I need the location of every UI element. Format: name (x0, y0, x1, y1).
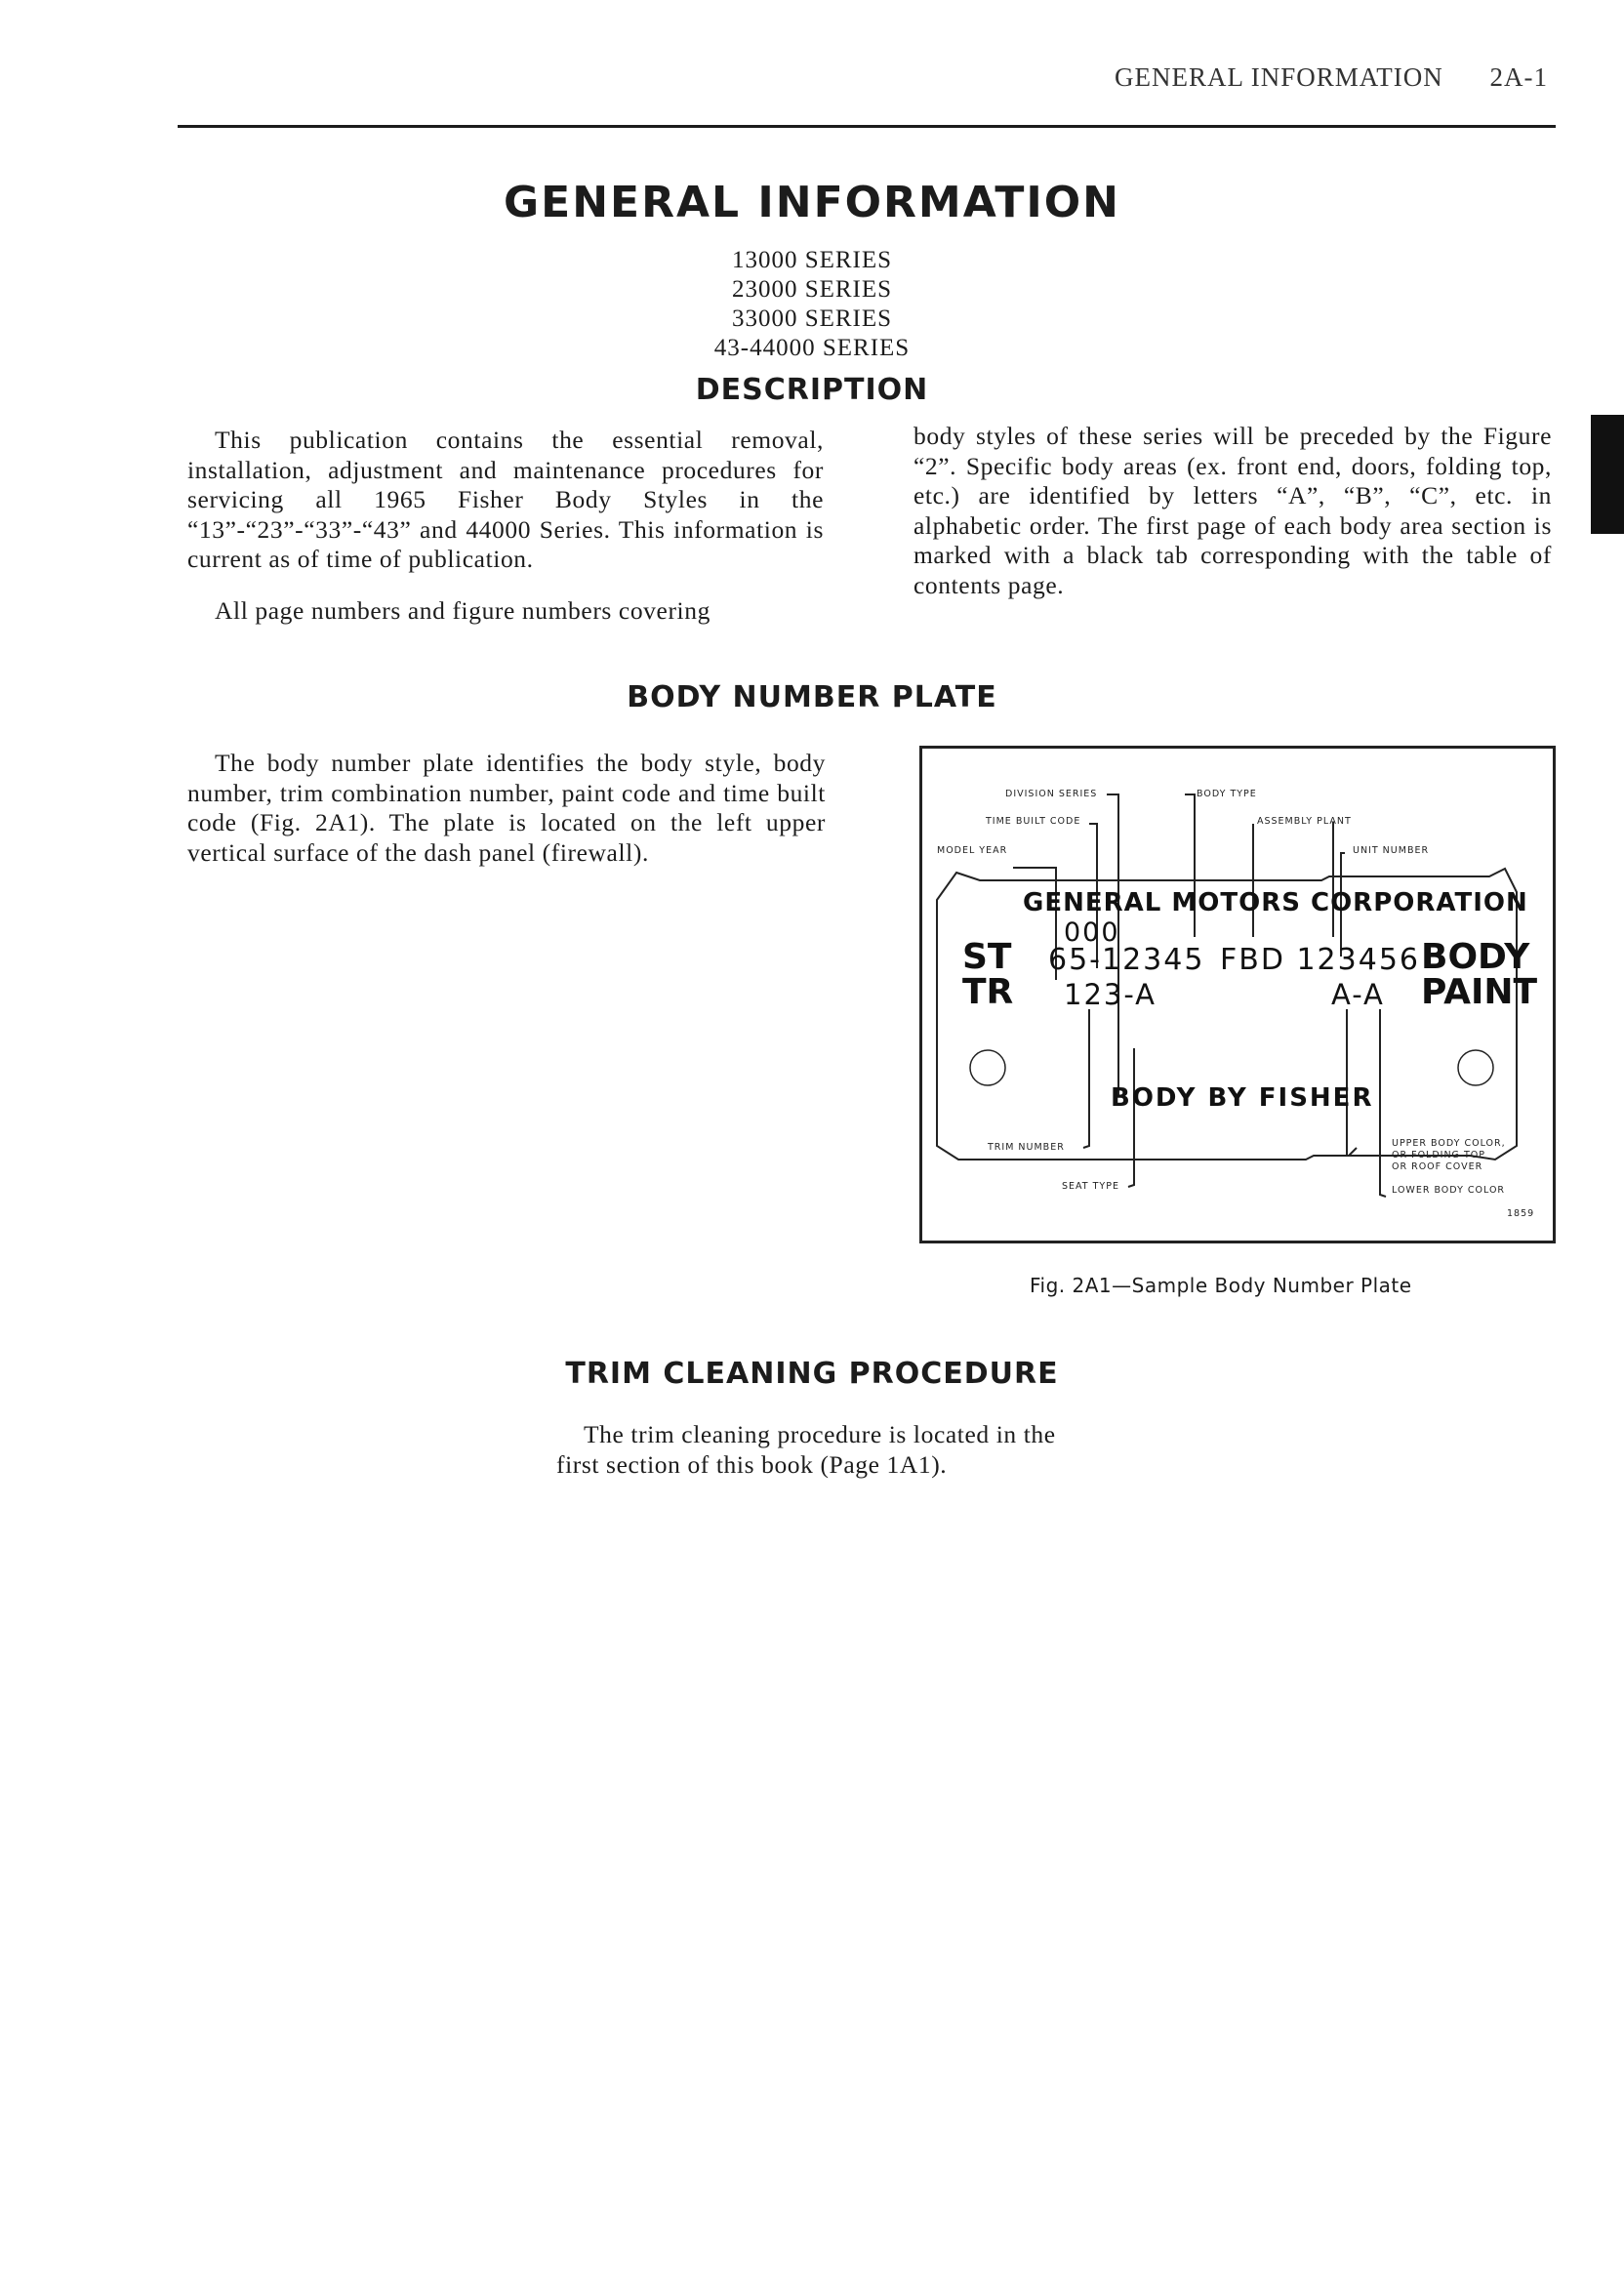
series-item: 43-44000 SERIES (713, 335, 911, 361)
label-upper-body-color-line: UPPER BODY COLOR, (1392, 1138, 1506, 1149)
description-left-column (187, 426, 824, 626)
trim-cleaning-text (556, 1420, 1200, 1480)
label-body-type: BODY TYPE (1197, 789, 1257, 799)
series-item: 13000 SERIES (731, 247, 893, 273)
series-list (0, 246, 1624, 363)
label-seat-type: SEAT TYPE (1062, 1181, 1119, 1192)
label-division-series: DIVISION SERIES (1005, 789, 1098, 799)
label-trim-number: TRIM NUMBER (988, 1142, 1065, 1153)
plate-time-code: 000 (1064, 917, 1120, 948)
plate-plant-unit: FBD 123456 (1220, 943, 1420, 977)
plate-body-label: BODY (1421, 937, 1530, 977)
plate-tr-value: 123-A (1064, 978, 1157, 1011)
plate-tr-label: TR (962, 972, 1014, 1012)
body-number-plate-heading: BODY NUMBER PLATE (627, 680, 997, 714)
plate-paint-label: PAINT (1421, 972, 1538, 1012)
page-number: 2A-1 (1489, 62, 1548, 92)
label-upper-body-color (1392, 1138, 1506, 1173)
label-unit-number: UNIT NUMBER (1353, 845, 1430, 856)
running-header (1115, 62, 1548, 93)
plate-st-label: ST (962, 937, 1012, 977)
body-number-plate-paragraph: The body number plate identifies the body style, body number, trim combination number, paint code and time built code (Fig. 2A1). The plate is located on the left upper vertical surface of the dash panel (firewall). (187, 749, 826, 867)
label-time-built-code: TIME BUILT CODE (986, 816, 1081, 827)
body-number-plate-text (187, 749, 826, 868)
page-title: GENERAL INFORMATION (504, 178, 1120, 227)
header-rule (178, 125, 1556, 128)
series-item: 33000 SERIES (731, 305, 893, 332)
label-assembly-plant: ASSEMBLY PLANT (1257, 816, 1352, 827)
label-lower-body-color: LOWER BODY COLOR (1392, 1185, 1506, 1196)
description-paragraph: This publication contains the essential removal, installation, adjustment and maintenance procedures for servicing all 1965 Fisher Body Styles in the “13”-“23”-“33”-“43” and 44000 Series. This information is current as of time of publication. (187, 426, 824, 573)
trim-cleaning-line: first section of this book (Page 1A1). (556, 1449, 948, 1479)
running-header-section: GENERAL INFORMATION (1115, 62, 1443, 92)
description-paragraph: All page numbers and figure numbers covering (215, 595, 710, 625)
label-upper-body-color-line: OR ROOF COVER (1392, 1161, 1483, 1172)
label-model-year: MODEL YEAR (937, 845, 1008, 856)
plate-st-value: 65-12345 (1048, 943, 1205, 977)
description-paragraph: body styles of these series will be preceded by the Figure “2”. Specific body areas (ex. front end, doors, folding top, etc.) are identified by letters “A”, “B”, “C”, etc. in alphabetic order. The first page of each body area section is marked with a black tab corresponding with the table of contents page. (914, 422, 1552, 599)
plate-footer: BODY BY FISHER (1111, 1083, 1374, 1113)
trim-cleaning-line: The trim cleaning procedure is located in the (584, 1420, 1056, 1448)
plate-header: GENERAL MOTORS CORPORATION (1023, 888, 1528, 917)
label-upper-body-color-line: OR FOLDING TOP (1392, 1150, 1485, 1160)
figure-number: 1859 (1507, 1208, 1535, 1219)
trim-cleaning-heading: TRIM CLEANING PROCEDURE (565, 1357, 1059, 1391)
plate-paint-value: A-A (1331, 978, 1385, 1011)
section-black-tab (1591, 415, 1624, 534)
series-item: 23000 SERIES (731, 276, 893, 303)
description-right-column (914, 422, 1552, 600)
description-heading: DESCRIPTION (695, 373, 929, 407)
figure-caption: Fig. 2A1—Sample Body Number Plate (1030, 1274, 1412, 1297)
